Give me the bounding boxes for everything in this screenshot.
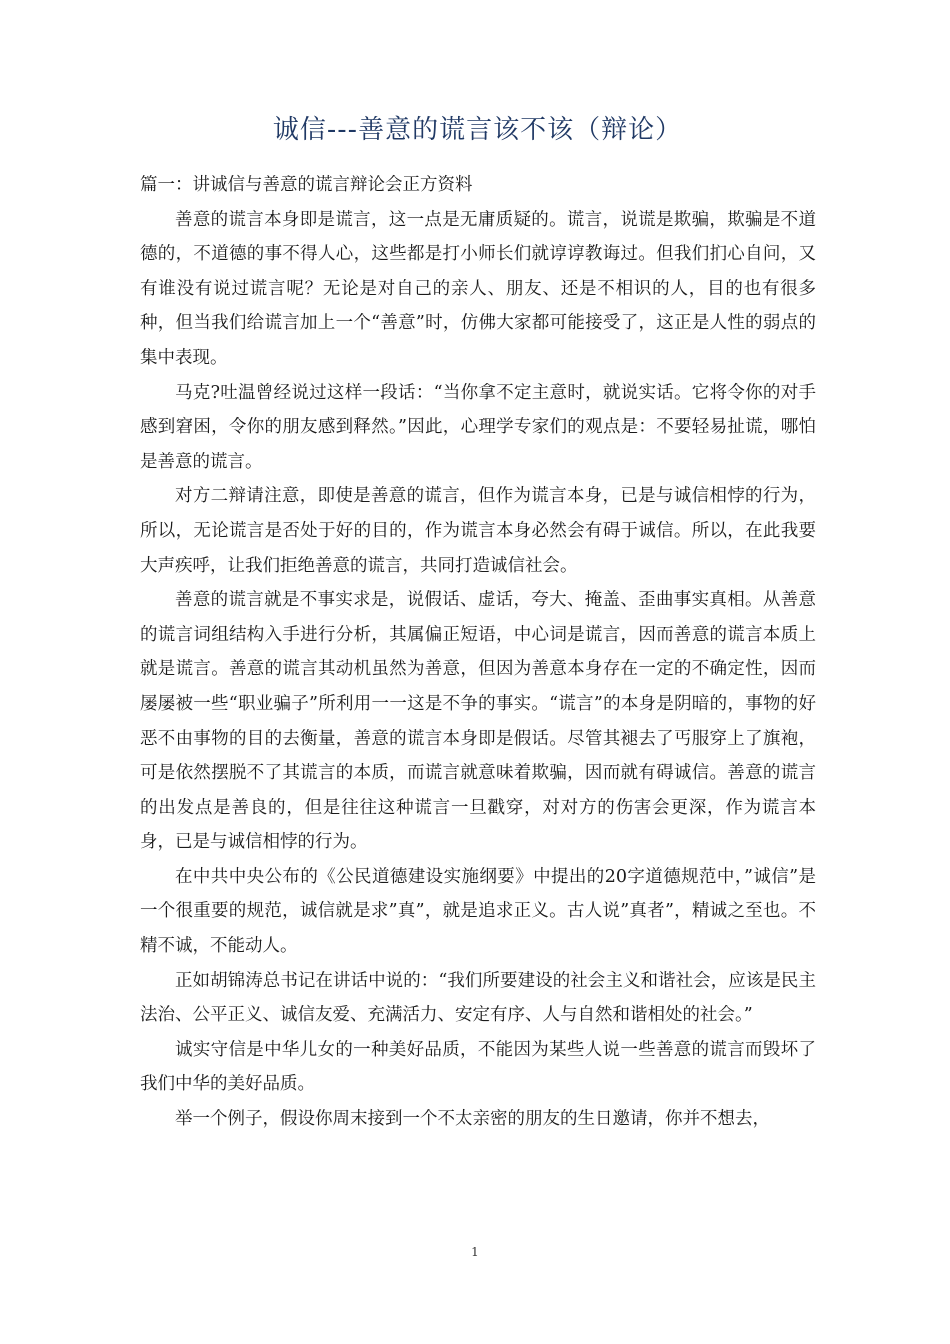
- document-body: [140, 168, 816, 1137]
- paragraph: 举一个例子，假设你周末接到一个不太亲密的朋友的生日邀请，你并不想去，: [175, 1109, 770, 1130]
- paragraph: 善意的谎言本身即是谎言，这一点是无庸质疑的。谎言，说谎是欺骗，欺骗是不道德的，不道德的事不得人心，这些都是打小师长们就谆谆教诲过。但我们扪心自问，又有谁没有说过谎言呢？无论是对自己的亲人、朋友、还是不相识的人，目的也有很多种，但当我们给谎言加上一个“善意”时，仿佛大家都可能接受了，这正是人性的弱点的集中表现。: [140, 209, 816, 368]
- section-heading: 篇一：讲诚信与善意的谎言辩论会正方资料: [140, 175, 473, 195]
- paragraph: 正如胡锦涛总书记在讲话中说的：“我们所要建设的社会主义和谐社会，应该是民主法治、公平正义、诚信友爱、充满活力、安定有序、人与自然和谐相处的社会。”: [140, 970, 816, 1026]
- paragraph: 诚实守信是中华儿女的一种美好品质，不能因为某些人说一些善意的谎言而毁坏了我们中华的美好品质。: [140, 1039, 816, 1095]
- document-title: 诚信---善意的谎言该不该（辩论）: [272, 115, 683, 145]
- paragraph: 马克?吐温曾经说过这样一段话：“当你拿不定主意时，就说实话。它将令你的对手感到窘困，令你的朋友感到释然。”因此，心理学专家们的观点是：不要轻易扯谎，哪怕是善意的谎言。: [140, 382, 816, 472]
- page-number: 1: [471, 1245, 479, 1259]
- paragraph: 在中共中央公布的《公民道德建设实施纲要》中提出的20字道德规范中，”诚信”是一个很重要的规范，诚信就是求”真”，就是追求正义。古人说”真者”，精诚之至也。不精不诚，不能动人。: [140, 866, 816, 957]
- paragraph: 对方二辩请注意，即使是善意的谎言，但作为谎言本身，已是与诚信相悖的行为，所以，无论谎言是否处于好的目的，作为谎言本身必然会有碍于诚信。所以，在此我要大声疾呼，让我们拒绝善意的谎言，共同打造诚信社会。: [140, 486, 816, 576]
- paragraph: 善意的谎言就是不事实求是，说假话、虚话，夸大、掩盖、歪曲事实真相。从善意的谎言词组结构入手进行分析，其属偏正短语，中心词是谎言，因而善意的谎言本质上就是谎言。善意的谎言其动机虽然为善意，但因为善意本身存在一定的不确定性，因而屡屡被一些“职业骗子”所利用一一这是不争的事实。“谎言”的本身是阴暗的，事物的好恶不由事物的目的去衡量，善意的谎言本身即是假话。尽管其褪去了丐服穿上了旗袍，可是依然摆脱不了其谎言的本质，而谎言就意味着欺骗，因而就有碍诚信。善意的谎言的出发点是善良的，但是往往这种谎言一旦戳穿，对对方的伤害会更深，作为谎言本身，已是与诚信相悖的行为。: [140, 590, 816, 853]
